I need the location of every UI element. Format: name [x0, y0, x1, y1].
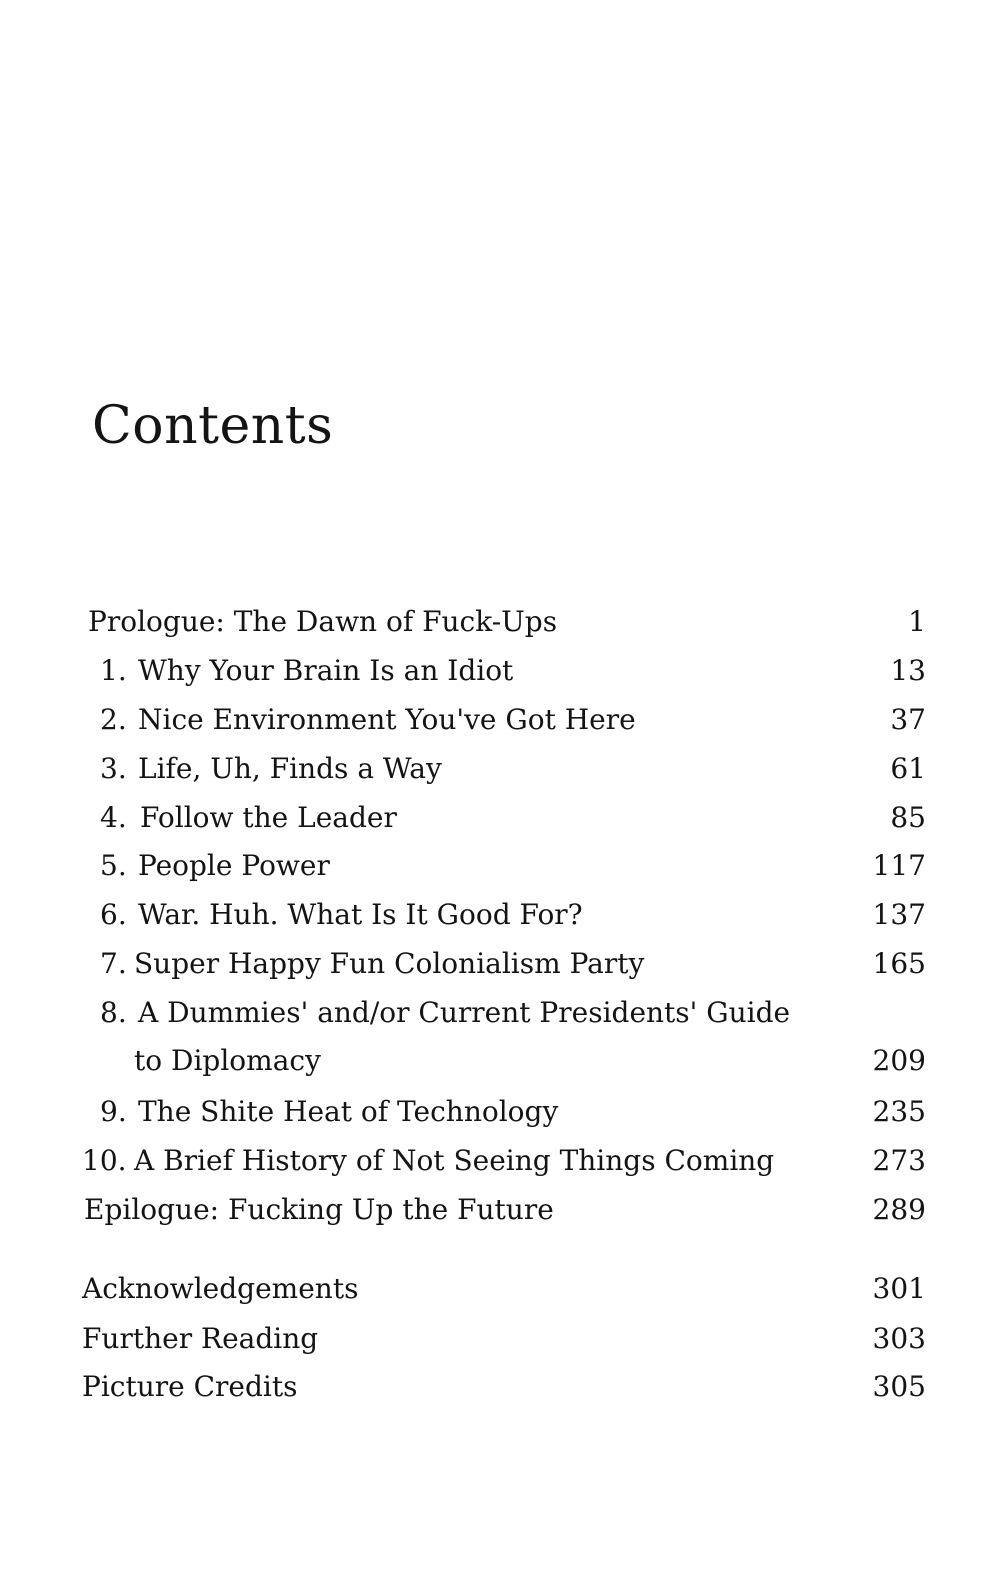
toc-entry-title: Follow the Leader: [140, 801, 397, 834]
toc-entry-chapter-1: [0, 651, 994, 691]
toc-entry-title: The Shite Heat of Technology: [138, 1095, 559, 1128]
toc-entry-page: 37: [890, 703, 926, 736]
toc-entry-chapter-8: [0, 993, 994, 1033]
toc-entry-number: 3.: [100, 752, 127, 785]
toc-entry-page: 209: [872, 1044, 926, 1077]
contents-heading: Contents: [92, 396, 334, 456]
toc-entry-chapter-6: [0, 895, 994, 935]
toc-entry-title: A Dummies' and/or Current Presidents' Guide: [138, 996, 791, 1029]
toc-entry-number: 9.: [100, 1095, 127, 1128]
toc-entry-number: 6.: [100, 898, 127, 931]
toc-entry-chapter-10: [0, 1141, 994, 1181]
toc-entry-title: Life, Uh, Finds a Way: [138, 752, 442, 785]
toc-entry-page: 117: [872, 849, 926, 882]
toc-entry-acknowledgements: [0, 1269, 994, 1309]
toc-entry-page: 61: [890, 752, 926, 785]
toc-entry-page: 137: [872, 898, 926, 931]
toc-entry-page: 1: [908, 605, 926, 638]
toc-entry-title: Prologue: The Dawn of Fuck-Ups: [88, 605, 558, 638]
toc-entry-title: People Power: [138, 849, 330, 882]
toc-entry-chapter-7: [0, 944, 994, 984]
toc-entry-number: 5.: [100, 849, 127, 882]
toc-entry-page: 289: [872, 1193, 926, 1226]
toc-entry-chapter-3: [0, 749, 994, 789]
toc-entry-page: 85: [890, 801, 926, 834]
toc-entry-title: Picture Credits: [82, 1370, 298, 1403]
toc-entry-page: 305: [872, 1370, 926, 1403]
toc-entry-page: 273: [872, 1144, 926, 1177]
toc-entry-title: Super Happy Fun Colonialism Party: [134, 947, 645, 980]
toc-entry-chapter-4: [0, 798, 994, 838]
toc-entry-page: 301: [872, 1272, 926, 1305]
toc-entry-number: 4.: [100, 801, 127, 834]
toc-entry-epilogue: [0, 1190, 994, 1230]
toc-entry-prologue: [0, 602, 994, 642]
toc-entry-further-reading: [0, 1319, 994, 1359]
toc-entry-number: 8.: [100, 996, 127, 1029]
toc-entry-number: 1.: [100, 654, 127, 687]
toc-entry-picture-credits: [0, 1367, 994, 1407]
toc-entry-page: 13: [890, 654, 926, 687]
toc-entry-chapter-5: [0, 846, 994, 886]
toc-entry-title: to Diplomacy: [134, 1044, 321, 1077]
toc-entry-title: War. Huh. What Is It Good For?: [138, 898, 583, 931]
toc-entry-page: 165: [872, 947, 926, 980]
toc-entry-chapter-2: [0, 700, 994, 740]
toc-entry-title: Acknowledgements: [82, 1272, 359, 1305]
toc-entry-chapter-8-continued: [0, 1041, 994, 1081]
toc-entry-number: 10.: [82, 1144, 127, 1177]
toc-entry-number: 7.: [100, 947, 127, 980]
toc-entry-title: Nice Environment You've Got Here: [138, 703, 636, 736]
toc-entry-title: A Brief History of Not Seeing Things Coming: [134, 1144, 775, 1177]
toc-entry-title: Epilogue: Fucking Up the Future: [84, 1193, 554, 1226]
toc-entry-page: 235: [872, 1095, 926, 1128]
toc-entry-chapter-9: [0, 1092, 994, 1132]
toc-entry-title: Further Reading: [82, 1322, 319, 1355]
toc-entry-page: 303: [872, 1322, 926, 1355]
toc-entry-title: Why Your Brain Is an Idiot: [138, 654, 514, 687]
toc-entry-number: 2.: [100, 703, 127, 736]
